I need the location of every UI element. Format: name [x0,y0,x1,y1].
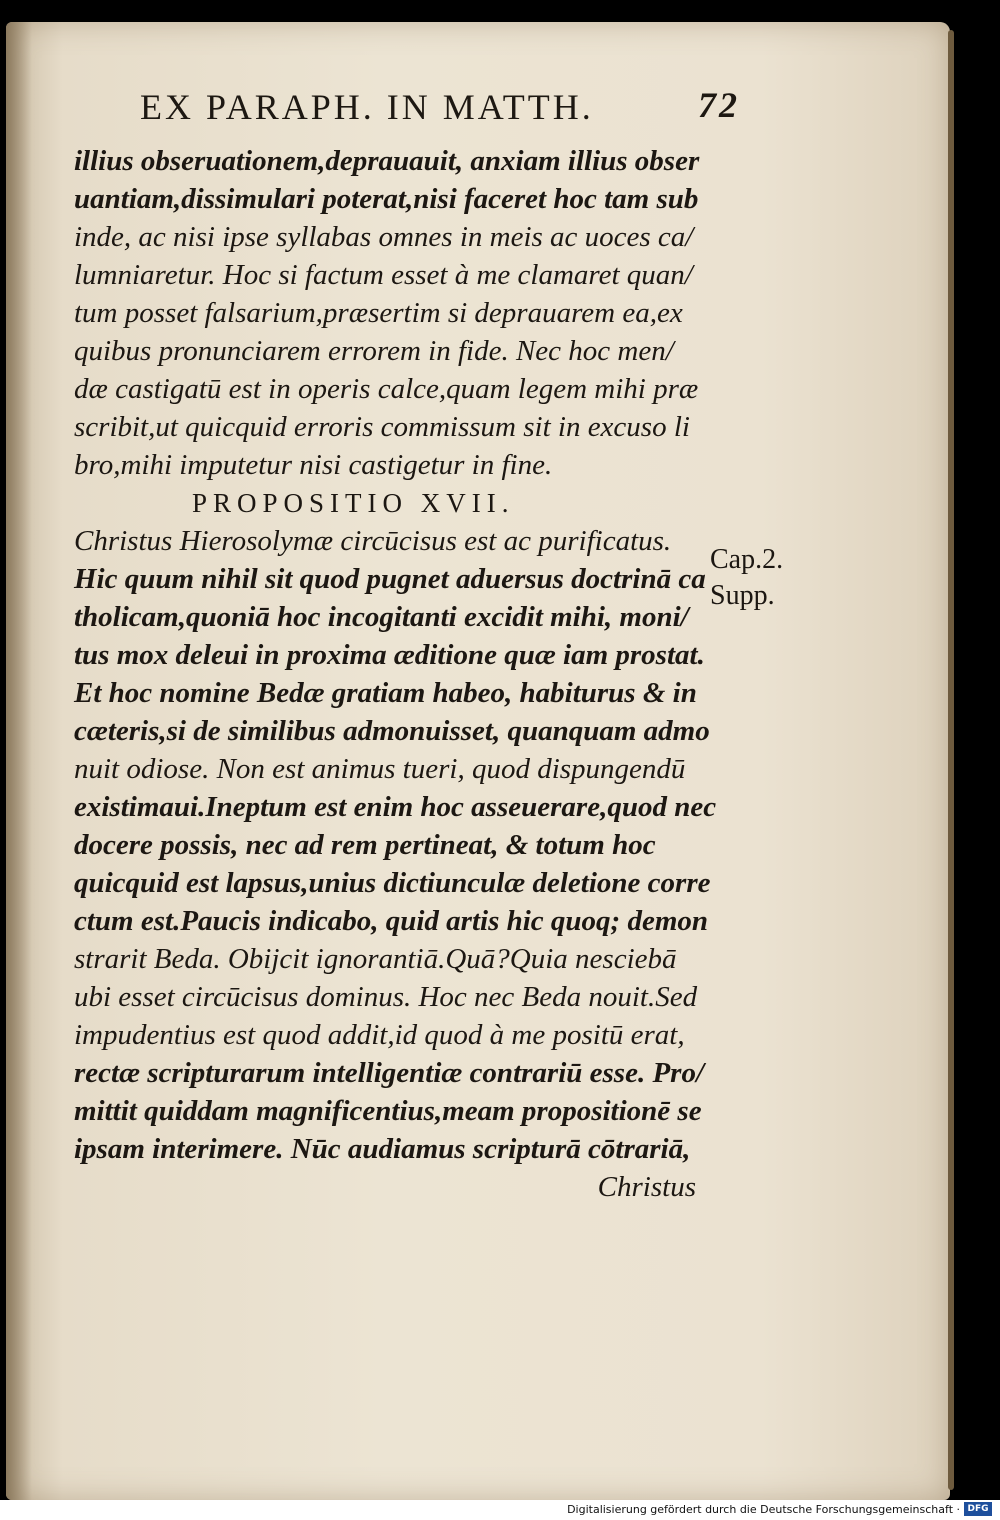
text-line: quicquid est lapsus,unius dictiunculæ deletione corre [74,867,711,899]
text-line: strarit Beda. Obijcit ignorantiā.Quā?Quia nesciebā [74,943,677,975]
text-line: lumniaretur. Hoc si factum esset à me clamaret quan/ [74,259,693,291]
text-line: ctum est.Paucis indicabo, quid artis hic quoq; demon [74,905,709,937]
text-line: ipsam interimere. Nūc audiamus scripturā cōtrariā, [74,1133,691,1165]
text-line: nuit odiose. Non est animus tueri, quod dispungendū [74,753,686,785]
text-line: cæteris,si de similibus admonuisset, quanquam admo [74,715,710,747]
text-line: impudentius est quod addit,id quod à me positū erat, [74,1019,685,1051]
text-line: bro,mihi imputetur nisi castigetur in fine. [74,449,553,481]
folio-number: 72 [698,85,740,125]
margin-note-line: Supp. [710,580,775,611]
running-title: EX PARAPH. IN MATTH. [140,87,594,127]
text-line: dæ castigatū est in operis calce,quam legem mihi præ [74,373,699,405]
text-line: scribit,ut quicquid erroris commissum sit in excuso li [74,411,690,443]
text-line: existimaui.Ineptum est enim hoc asseuerare,quod nec [74,791,717,823]
text-line: ubi esset circūcisus dominus. Hoc nec Beda nouit.Sed [74,981,698,1013]
text-line: mittit quiddam magnificentius,meam propositionē se [74,1095,702,1127]
text-line: quibus pronunciarem errorem in fide. Nec hoc men/ [74,335,674,367]
page-spine-shadow [6,22,32,1500]
main-text-block [74,142,717,1206]
text-line: uantiam,dissimulari poterat,nisi faceret hoc tam sub [74,183,699,215]
text-line: docere possis, nec ad rem pertineat, & totum hoc [74,829,656,861]
footer-credit: Digitalisierung gefördert durch die Deutsche Forschungsgemeinschaft · [567,1503,960,1516]
section-heading: PROPOSITIO XVII. [192,488,515,518]
margin-note-line: Cap.2. [710,544,784,575]
margin-note [710,542,783,614]
text-line: Christus Hierosolymæ circūcisus est ac purificatus. [74,525,672,557]
text-line: Et hoc nomine Bedæ gratiam habeo, habiturus & in [74,677,697,709]
catchword: Christus [597,1171,696,1203]
text-line: tus mox deleui in proxima æditione quæ iam prostat. [74,639,705,671]
text-line: tholicam,quoniā hoc incogitanti excidit mihi, moni/ [74,601,689,633]
text-line: inde, ac nisi ipse syllabas omnes in meis ac uoces ca/ [74,221,694,253]
text-line: rectæ scripturarum intelligentiæ contrariū esse. Pro/ [74,1057,704,1089]
text-line: Hic quum nihil sit quod pugnet aduersus doctrinā ca [74,563,706,595]
page-edge [948,30,954,1490]
running-header [140,86,740,136]
text-line: tum posset falsarium,præsertim si deprauarem ea,ex [74,297,683,329]
text-line: illius obseruationem,deprauauit, anxiam illius obser [74,145,700,177]
dfg-logo: DFG [964,1502,992,1516]
